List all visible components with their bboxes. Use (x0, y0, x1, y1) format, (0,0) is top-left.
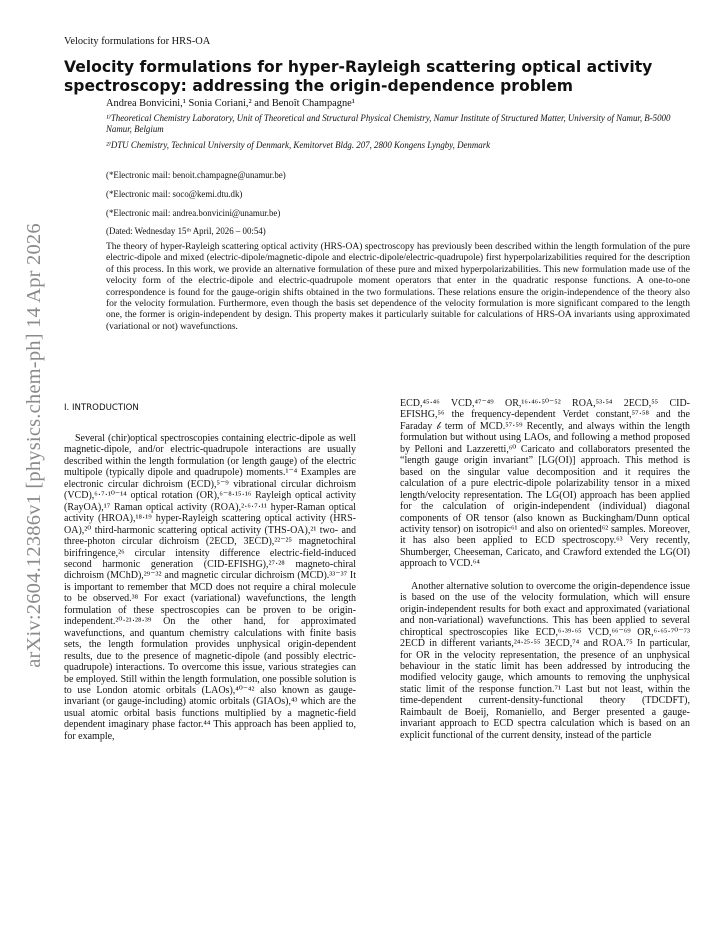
affiliation-2: ²⁾DTU Chemistry, Technical University of Denmark, Kemitorvet Bldg. 207, 2800 Kongens Lyngby, Denmark (106, 140, 491, 150)
email-line-1: (*Electronic mail: benoit.champagne@unamur.be) (106, 170, 286, 180)
right-column (400, 398, 690, 741)
email-line-2: (*Electronic mail: soco@kemi.dtu.dk) (106, 189, 243, 199)
paper-title: Velocity formulations for hyper-Rayleigh scattering optical activity spectroscopy: addressing the origin-dependence problem (64, 58, 653, 95)
arxiv-stamp-text: arXiv:2604.12386v1 [physics.chem-ph] 14 Apr 2026 (22, 222, 45, 668)
date-line: (Dated: Wednesday 15ᵗʰ April, 2026 – 00:54) (106, 226, 266, 236)
section-heading: I. INTRODUCTION (64, 403, 139, 413)
arxiv-stamp (14, 210, 54, 680)
abstract: The theory of hyper-Rayleigh scattering optical activity (HRS-OA) spectroscopy has previously been described within the length formulation of the pure electric-dipole and mixed (electric-dipole/magnetic-dipole and electric-dipole/electric-quadrupole) first hyperpolarizabilities required for the description of this process. In this work, we provide an alternative formulation of these pure and mixed hyperpolarizabilities. This new formulation made use of the velocity form of the electric-dipole and electric-quadrupole moment operators that enter in the quadratic response functions. A one-to-one correspondence is found for the gauge-origin shifts obtained in the two formulations. These relations ensure the origin-independence of the theory also for the velocity formulation. Furthermore, even though the basis set dependence of the velocity formulation is more significant compared to the length one, the former is origin-independent by design. This property makes it particularly suitable for calculations of HRS-OA invariants using approximated (variational or not) wavefunctions. (106, 242, 690, 332)
email-line-3: (*Electronic mail: andrea.bonvicini@unamur.be) (106, 208, 281, 218)
author-list: Andrea Bonvicini,¹ Sonia Coriani,² and Benoît Champagne¹ (106, 98, 355, 109)
running-head: Velocity formulations for HRS-OA (64, 36, 211, 47)
affiliation-1: ¹⁾Theoretical Chemistry Laboratory, Unit of Theoretical and Structural Physical Chemistry, Namur Institute of Structured Matter, University of Namur, B-5000 Namur, Belgium (106, 113, 671, 134)
intro-paragraph-2: Another alternative solution to overcome the origin-dependence issue is based on the use of the velocity formulation, which will ensure origin-independent results for both exact and approximated (variational and non-variational) wavefunctions. This has been applied to several chiroptical spectroscopies like ECD,⁶·³⁹·⁶⁵ VCD,⁶⁶⁻⁶⁹ OR,⁶·⁶⁵·⁷⁰⁻⁷³ 2ECD in different variants,²⁴·²⁵·⁵⁵ 3ECD,⁷⁴ and ROA.⁷⁵ In particular, for OR in the velocity representation, the presence of an unphysical behaviour in the static limit has been addressed by introducing the modified velocity gauge, which amounts to removing the unphysical static limit of the response function.⁷¹ Last but not least, within the time-dependent current-density-functional theory (TDCDFT), Raimbault de Boeij, Romaniello, and Berger presented a gauge-invariant approach to ECD spectra calculation which is based on an explicit functional of the current density, instead of the particle (400, 580, 690, 741)
left-column (64, 433, 356, 742)
intro-paragraph-1: Several (chir)optical spectroscopies containing electric-dipole as well magnetic-dipole, and/or electric-quadrupole interactions are usually described within the length formulation (or length gauge) of the electric multipole (typically dipole and quadrupole) moments.¹⁻⁴ Examples are electronic circular dichroism (ECD),⁵⁻⁹ vibrational circular dichroism (VCD),⁶·⁷·¹⁰⁻¹⁴ optical rotation (OR),⁶⁻⁸·¹⁵·¹⁶ Rayleigh optical activity (RayOA),¹⁷ Raman optical activity (ROA),²·⁶·⁷·¹¹ hyper-Raman optical activity (HROA),¹⁸·¹⁹ hyper-Rayleigh scattering optical activity (HRS-OA),²⁰ third-harmonic scattering optical activity (THS-OA),²¹ two- and three-photon circular dichroism (2ECD, 3ECD),²²⁻²⁵ magnetochiral birifringence,²⁶ circular intensity difference electric-field-induced second harmonic generation (CID-EFISHG),²⁷·²⁸ magneto-chiral dichroism (MChD),²⁹⁻³² and magnetic circular dichroism (MCD).³³⁻³⁷ It is important to remember that MCD does not require a chiral molecule to be observed.³⁸ For exact (variational) wavefunctions, the length formulation of these spectroscopies can be proven to be origin-independent.²⁰·²¹·²⁸·³⁹ On the other hand, for approximated wavefunctions, and quantum chemistry calculations with finite basis sets, the length formulation provides unphysical origin-dependent results, due to the presence of magnetic-dipole (and possibly electric-quadrupole) interactions. To overcome this issue, various strategies can be employed. Still within the length formulation, one possible solution is to use London atomic orbitals (LAOs),⁴⁰⁻⁴² also known as gauge-invariant (or gauge-including) atomic orbitals (GIAOs),⁴³ which are the usual atomic orbital basis functions multiplied by a magnetic-field dependent imaginary phase factor.⁴⁴ This approach has been applied to, for example, (64, 433, 356, 742)
intro-paragraph-continued: ECD,⁴⁵·⁴⁶ VCD,⁴⁷⁻⁴⁹ OR,¹⁶·⁴⁶·⁵⁰⁻⁵² ROA,⁵³·⁵⁴ 2ECD,⁵⁵ CID-EFISHG,⁵⁶ the frequency-dependent Verdet constant,⁵⁷·⁵⁸ and the Faraday 𝒷 term of MCD.⁵⁷·⁵⁹ Recently, and always within the length formulation but without using LAOs, and following a method proposed by Pelloni and Lazzeretti,⁶⁰ Caricato and collaborators presented the “length gauge origin invariant” [LG(OI)] approach. This method is based on the singular value decomposition and it requires the calculation of a pure electric-dipole polarizability tensor in a mixed length/velocity representation. The LG(OI) approach has been applied for the calculation of origin-independent (individual) diagonal components of OR tensor (also known as Buckingham/Dunn optical activity tensor) on isotropic⁶¹ and also on oriented⁶² samples. Moreover, it has also been applied to ECD spectroscopy.⁶³ Very recently, Shumberger, Cheeseman, Caricato, and Crawford extended the LG(OI) approach to VCD.⁶⁴ (400, 398, 690, 570)
